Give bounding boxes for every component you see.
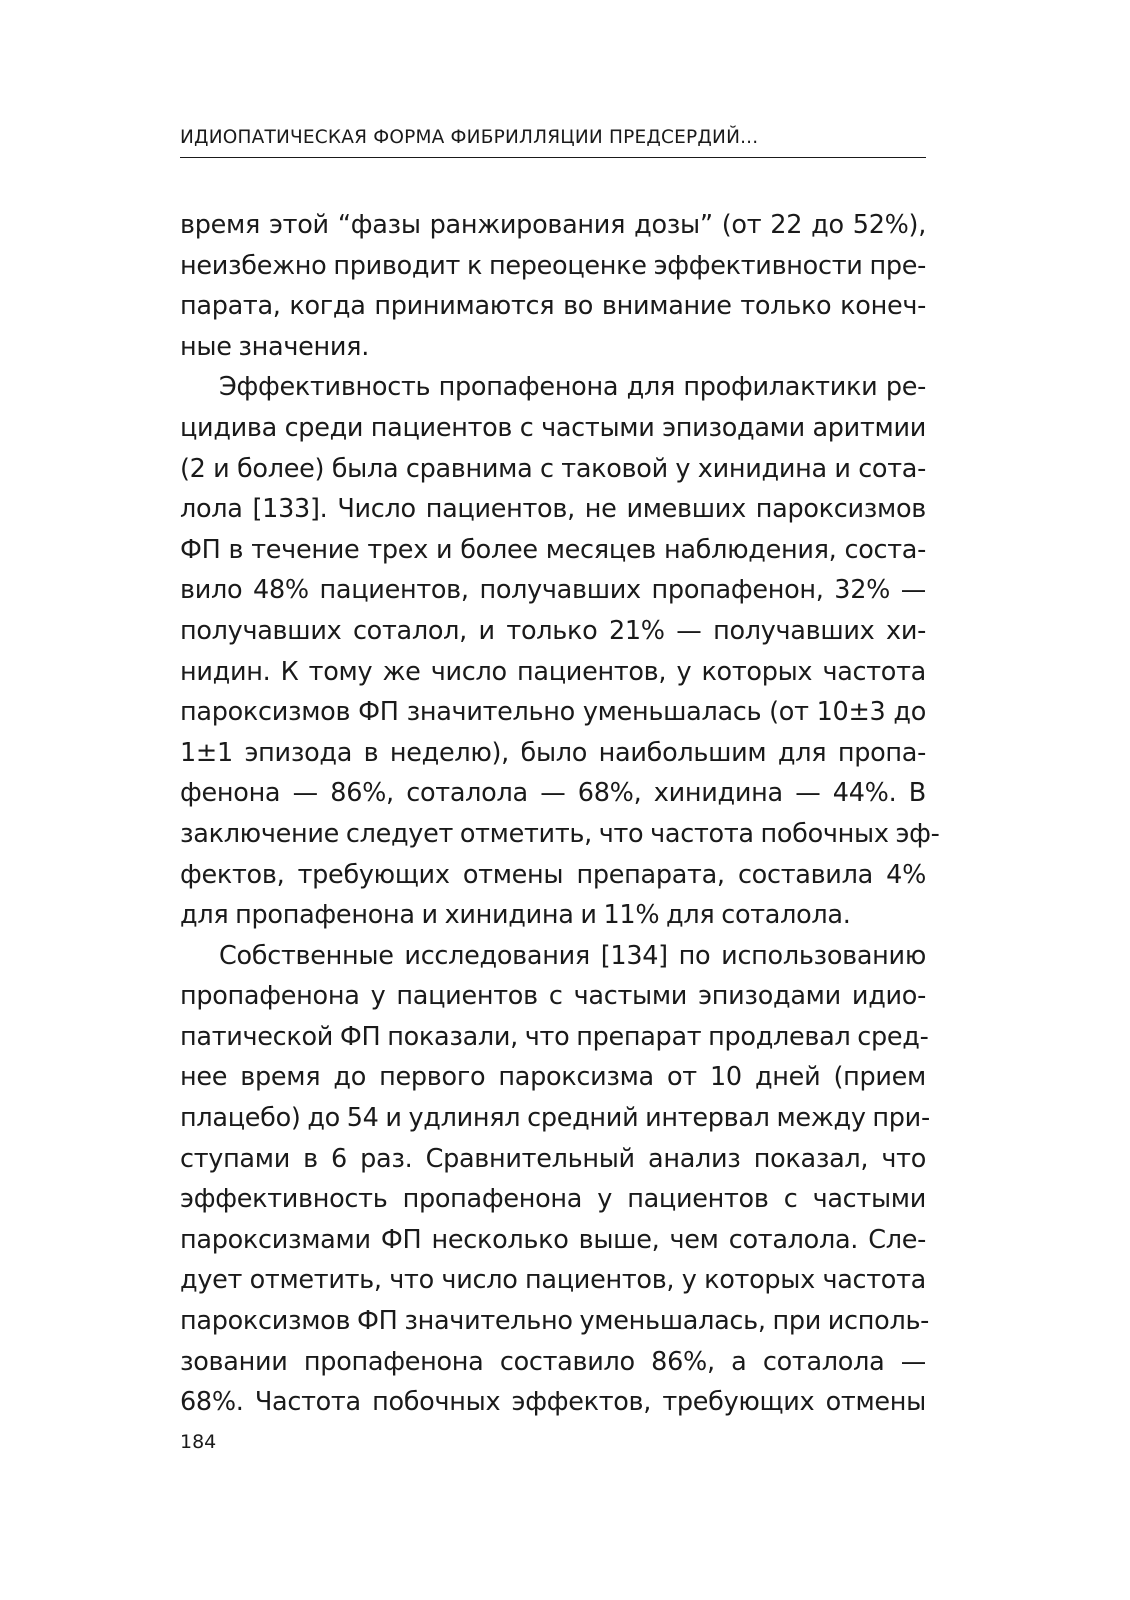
- text-line: ФП в течение трех и более месяцев наблюдения, соста-: [180, 534, 926, 565]
- text-line: пароксизмов ФП значительно уменьшалась, при исполь-: [180, 1306, 930, 1337]
- text-line: заключение следует отметить, что частота побочных эф-: [180, 818, 940, 849]
- text-line: нее время до первого пароксизма от 10 дней (прием: [180, 1062, 926, 1093]
- text-line: неизбежно приводит к переоценке эффективности пре-: [180, 250, 926, 281]
- text-line: фенона — 86%, соталола — 68%, хинидина — 44%. В: [180, 778, 926, 809]
- text-line: (2 и более) была сравнима с таковой у хинидина и сота-: [180, 453, 926, 484]
- text-line: ступами в 6 раз. Сравнительный анализ показал, что: [180, 1143, 926, 1174]
- text-line: вило 48% пациентов, получавших пропафенон, 32% —: [180, 575, 926, 606]
- text-line: эффективность пропафенона у пациентов с частыми: [180, 1184, 926, 1215]
- text-line: для пропафенона и хинидина и 11% для соталола.: [180, 900, 851, 931]
- running-header: [180, 118, 926, 158]
- text-line: Собственные исследования [134] по использованию: [219, 940, 926, 971]
- running-header-text: ИДИОПАТИЧЕСКАЯ ФОРМА ФИБРИЛЛЯЦИИ ПРЕДСЕРДИЙ...: [180, 127, 759, 148]
- text-line: 1±1 эпизода в неделю), было наибольшим для пропа-: [180, 737, 926, 768]
- text-line: лола [133]. Число пациентов, не имевших пароксизмов: [180, 494, 926, 525]
- body-text: [180, 205, 940, 1423]
- text-line: цидива среди пациентов с частыми эпизодами аритмии: [180, 412, 926, 443]
- text-line: время этой “фазы ранжирования дозы” (от 22 до 52%),: [180, 210, 926, 240]
- text-line: 68%. Частота побочных эффектов, требующих отмены: [180, 1387, 926, 1418]
- text-line: пропафенона у пациентов с частыми эпизодами идио-: [180, 981, 926, 1012]
- text-line: нидин. К тому же число пациентов, у которых частота: [180, 656, 926, 687]
- text-line: ные значения.: [180, 331, 370, 362]
- text-line: фектов, требующих отмены препарата, составила 4%: [180, 859, 926, 890]
- page-number: 184: [180, 1431, 217, 1453]
- text-line: получавших соталол, и только 21% — получавших хи-: [180, 615, 926, 646]
- text-line: пароксизмами ФП несколько выше, чем соталола. Сле-: [180, 1224, 926, 1255]
- text-line: Эффективность пропафенона для профилактики ре-: [219, 372, 926, 403]
- text-line: парата, когда принимаются во внимание только конеч-: [180, 291, 926, 322]
- text-line: зовании пропафенона составило 86%, а соталола —: [180, 1346, 926, 1377]
- text-line: дует отметить, что число пациентов, у которых частота: [180, 1265, 926, 1296]
- text-line: патической ФП показали, что препарат продлевал сред-: [180, 1021, 929, 1052]
- text-line: пароксизмов ФП значительно уменьшалась (от 10±3 до: [180, 697, 926, 728]
- text-line: плацебо) до 54 и удлинял средний интервал между при-: [180, 1103, 930, 1134]
